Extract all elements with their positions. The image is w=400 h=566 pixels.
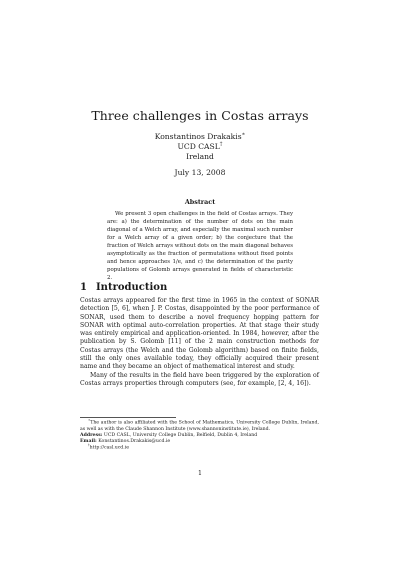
author-affiliation: UCD CASL [177,142,220,151]
address-value: UCD CASL, University College Dublin, Belfield, Dublin 4, Ireland [103,432,258,438]
affiliation-footnote-mark: † [219,141,223,148]
body-paragraph: Costas arrays appeared for the first time in 1965 in the context of SONAR detection [5, 6], when J. P. Costas, disappointed by the poor performance of SONAR, used them to describe a novel frequency hopping pattern for SONAR with optimal auto-correlation properties. At that stage their study was entirely empirical and application-oriented. In 1984, however, after the publication by S. Golomb [11] of the 2 main construction methods for Costas arrays (the Welch and the Golomb algorithm) based on finite fields, still the only ones available today, they officially acquired their present name and they became an object of mathematical interest and study. [80,297,319,371]
footnote-url [80,445,319,452]
paper-title: Three challenges in Costas arrays [91,108,309,123]
paper-date: July 13, 2008 [174,168,226,177]
email-value: Konstantinos.Drakakis@ucd.ie [98,439,171,445]
abstract-heading: Abstract [184,198,216,206]
abstract-text: We present 3 open challenges in the field of Costas arrays. They are: a) the determination of the number of dots on the main diagonal of a Welch array, and especially the maximal such number for a Welch array of a given order; b) the conjecture that the fraction of Welch arrays without dots on the main diagonal behaves asymptotically as the fraction of permutations without fixed points and hence approaches 1/e, and c) the determination of the parity populations of Golomb arrays generated in fields of characteristic 2. [107,211,293,282]
introduction-body [80,297,319,388]
footnote-divider [80,417,176,418]
author-name: Konstantinos Drakakis [154,132,242,141]
author-name-line [0,132,400,142]
footnotes [80,420,319,452]
email-label: Email: [80,439,97,445]
section-heading [80,282,167,293]
author-footnote-mark: ∗ [241,131,246,138]
section-title: Introduction [96,282,168,293]
footnote-author [80,420,319,433]
author-block [0,132,400,162]
address-label: Address: [80,432,103,438]
footnote-link[interactable]: http://casl.ucd.ie [89,445,129,451]
author-country: Ireland [186,152,214,161]
footnote-mark: ∗ [88,418,91,422]
footnote-mark: † [88,443,90,448]
abstract-body [107,210,293,282]
section-number: 1 [80,282,87,293]
footnote-text: The author is also affiliated with the School of Mathematics, University College Dublin, Ireland, as well as with the Claude Shannon Institute (www.shannoninstitute.ie), Ireland. [80,420,319,432]
body-paragraph: Many of the results in the field have been triggered by the exploration of Costas arrays properties through computers (see, for example, [2, 4, 16]). [80,371,319,387]
affiliation-line [0,142,400,152]
page-number: 1 [198,470,202,477]
